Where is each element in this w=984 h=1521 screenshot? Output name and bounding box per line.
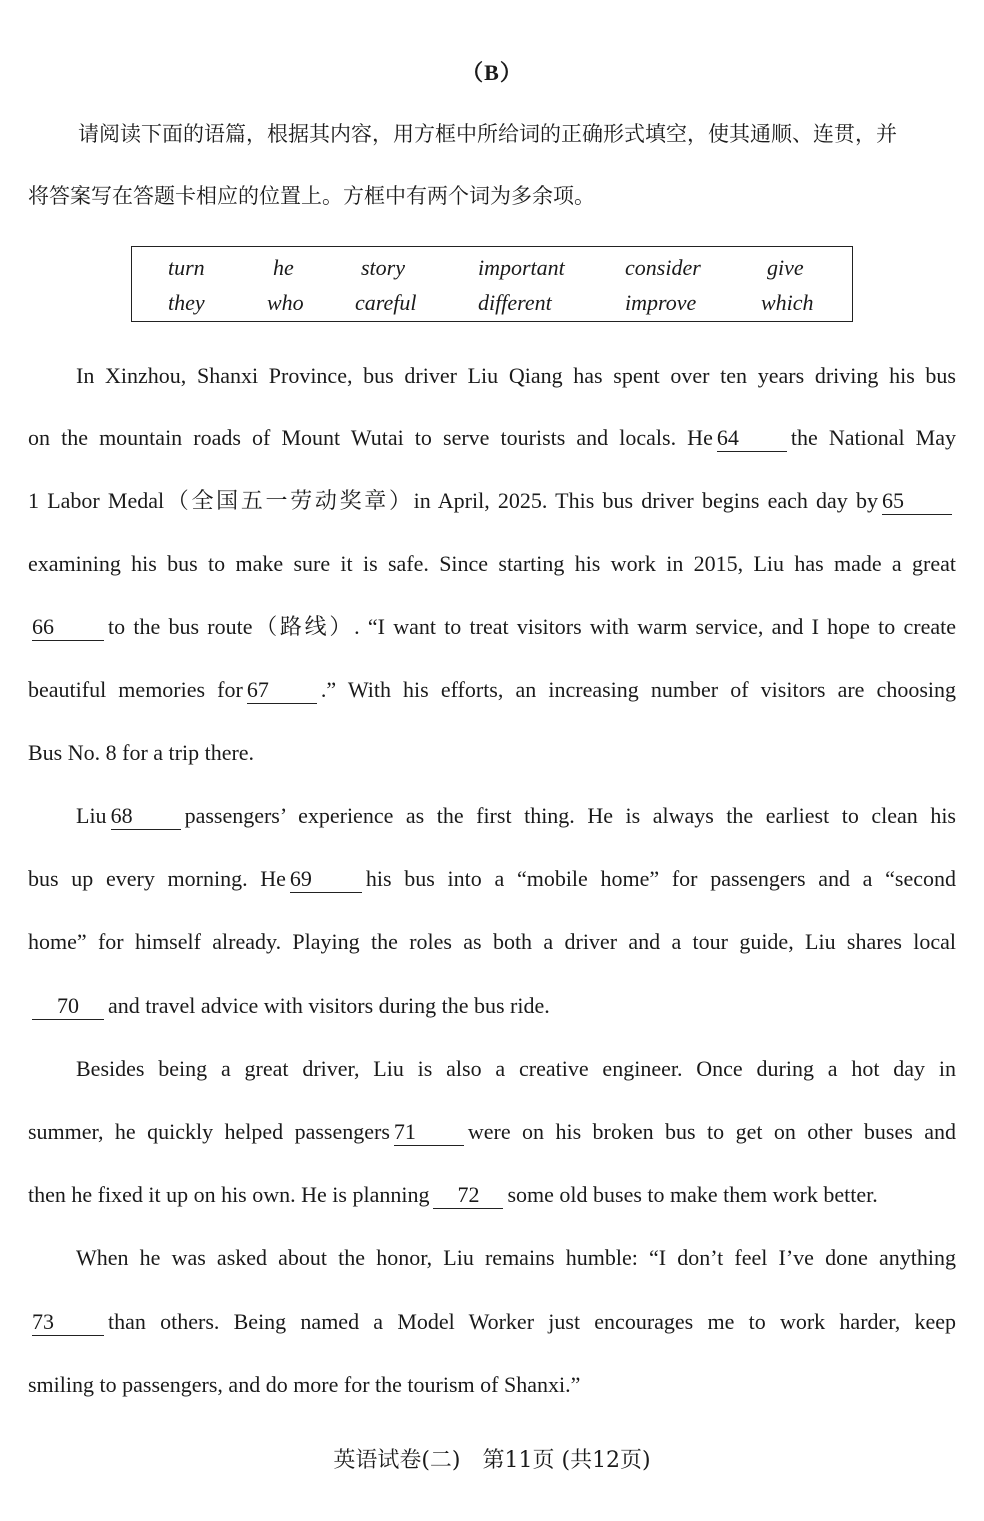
word-option: give — [767, 255, 804, 280]
word-option: different — [478, 290, 552, 315]
blank-67[interactable]: 67 — [247, 677, 317, 704]
word-option: story — [361, 255, 405, 280]
blank-66[interactable]: 66 — [32, 614, 104, 641]
word-option: which — [761, 290, 814, 315]
word-option: consider — [625, 255, 701, 280]
passage-line: 1 Labor Medal（全国五一劳动奖章）in April, 2025. This bus driver begins each day by 65 — [28, 486, 956, 516]
word-option: he — [273, 255, 294, 280]
passage-line: 66 to the bus route（路线）. “I want to treat visitors with warm service, and I hope to create — [32, 614, 956, 639]
passage-line: examining his bus to make sure it is safe. Since starting his work in 2015, Liu has made a great — [28, 551, 956, 576]
passage-line: then he fixed it up on his own. He is planning 72 some old buses to make them work better. — [28, 1182, 878, 1207]
passage-line: When he was asked about the honor, Liu remains humble: “I don’t feel I’ve done anything — [76, 1245, 956, 1270]
word-option: who — [267, 290, 304, 315]
passage-line: home” for himself already. Playing the roles as both a driver and a tour guide, Liu shares local — [28, 929, 956, 954]
passage-line: beautiful memories for 67 .” With his efforts, an increasing number of visitors are choosing — [28, 677, 956, 702]
blank-68[interactable]: 68 — [111, 803, 181, 830]
passage-line: 70 and travel advice with visitors during the bus ride. — [28, 991, 956, 1021]
passage-line: Bus No. 8 for a trip there. — [28, 740, 255, 765]
section-title: （B） — [461, 60, 523, 85]
passage-line: summer, he quickly helped passengers 71 were on his broken bus to get on other buses and — [28, 1119, 956, 1144]
blank-73[interactable]: 73 — [32, 1309, 104, 1336]
word-option: important — [478, 255, 565, 280]
passage-line: In Xinzhou, Shanxi Province, bus driver Liu Qiang has spent over ten years driving his bus — [76, 363, 956, 388]
passage-line: smiling to passengers, and do more for the tourism of Shanxi.” — [28, 1372, 581, 1397]
passage-line: Besides being a great driver, Liu is also a creative engineer. Once during a hot day in — [76, 1056, 956, 1081]
blank-65[interactable]: 65 — [882, 488, 952, 515]
blank-70[interactable]: 70 — [32, 993, 104, 1020]
instruction-line-2: 将答案写在答题卡相应的位置上。方框中有两个词为多余项。 — [28, 184, 595, 208]
instruction-line-1: 请阅读下面的语篇，根据其内容，用方框中所给词的正确形式填空，使其通顺、连贯，并 — [78, 122, 897, 146]
passage-line: Liu 68 passengers’ experience as the first thing. He is always the earliest to clean his — [76, 803, 956, 828]
blank-69[interactable]: 69 — [290, 866, 362, 893]
blank-71[interactable]: 71 — [394, 1119, 464, 1146]
word-option: careful — [355, 290, 417, 315]
blank-72[interactable]: 72 — [433, 1182, 503, 1209]
passage-line: 73 than others. Being named a Model Worker just encourages me to work harder, keep — [32, 1309, 956, 1334]
passage-line: on the mountain roads of Mount Wutai to serve tourists and locals. He 64 the National May — [28, 425, 956, 450]
word-box — [131, 246, 853, 322]
page-footer: 英语试卷(二) 第11页 (共12页) — [333, 1448, 651, 1473]
word-option: they — [168, 290, 205, 315]
passage-line: bus up every morning. He 69 his bus into a “mobile home” for passengers and a “second — [28, 866, 956, 891]
word-option: turn — [168, 255, 205, 280]
word-option: improve — [625, 290, 697, 315]
blank-64[interactable]: 64 — [717, 425, 787, 452]
